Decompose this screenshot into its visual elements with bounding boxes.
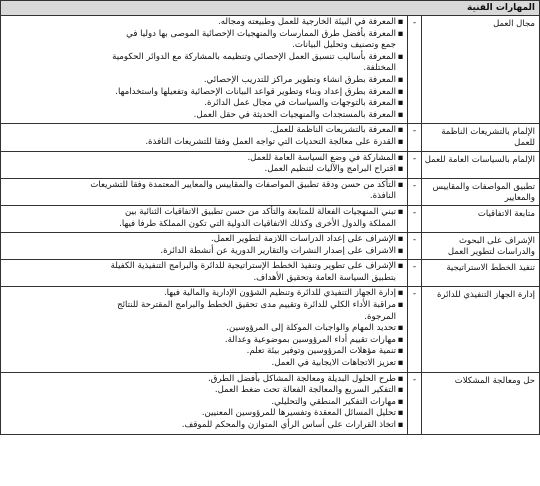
- table-row: [1, 16, 540, 124]
- bullet-icon: ▪: [397, 300, 404, 311]
- list-item-text: المعرفة بأساليب تنسيق العمل الإحصائي وتنظيمه بالمشاركة مع الدوائر الحكومية: [112, 51, 396, 62]
- list-item-text: المعرفة بالمستجدات والمنهجيات الحديثة في حقل العمل.: [193, 109, 396, 120]
- list-item-text: بتطبيق السياسة العامة وتحقيق الأهداف.: [253, 272, 396, 283]
- bullet-icon: ▪: [397, 396, 404, 407]
- list-item-text: المختلفة.: [363, 63, 396, 74]
- list-item: [1, 207, 405, 219]
- list-item: [1, 110, 405, 122]
- list-item: [1, 63, 396, 75]
- table-header-row: [1, 1, 540, 16]
- dash-marker: -: [408, 16, 422, 124]
- list-item: [1, 323, 405, 335]
- list-item-text: المشاركة في وضع السياسة العامة للعمل.: [247, 152, 396, 163]
- dash-marker: -: [408, 151, 422, 178]
- list-item: [1, 125, 405, 137]
- skill-category: الإشراف على البحوث والدراسات لتطوير العمل: [422, 233, 540, 260]
- list-item-text: المعرفة بالتوجهات والسياسات في مجال عمل الدائرة.: [204, 98, 396, 109]
- list-item: [1, 385, 405, 397]
- list-item-text: تعزيز الاتجاهات الايجابية في العمل.: [271, 358, 396, 369]
- skill-items: [1, 372, 408, 434]
- list-item-text: المعرفة في البيئة الخارجية للعمل وطبيعته ومجاله.: [218, 17, 396, 27]
- list-item-text: تحليل المسائل المعقدة وتفسيرها للمرؤوسين المعنيين.: [201, 408, 396, 419]
- list-item: [1, 312, 396, 324]
- list-item-text: تحديد المهام والواجبات الموكلة إلى المرؤوسين.: [226, 323, 396, 334]
- table-row: [1, 233, 540, 260]
- list-item: [1, 408, 405, 420]
- table-row: [1, 205, 540, 232]
- list-item: [1, 40, 396, 52]
- bullet-icon: ▪: [397, 346, 404, 357]
- bullet-icon: ▪: [397, 109, 404, 120]
- list-item-text: النافذة.: [369, 191, 396, 202]
- list-item: [1, 234, 405, 246]
- list-item: [1, 358, 405, 370]
- list-item-text: مراقبة الأداء الكلي للدائرة وتقييم مدى تحقيق الخطط والبرامج المقترحة للنتائج: [117, 300, 396, 311]
- list-item-text: إدارة الجهاز التنفيذي للدائرة وتنظيم الشؤون الإدارية والمالية فيها.: [163, 288, 396, 299]
- list-item: [1, 29, 405, 41]
- bullet-icon: ▪: [397, 51, 404, 62]
- list-item: [1, 288, 405, 300]
- list-item: [1, 98, 405, 110]
- list-item-text: المعرفة بطرق إعداد وبناء وتطوير قواعد البيانات الإحصائية وتفعيلها واستخدامها.: [115, 86, 396, 97]
- list-item: [1, 164, 405, 176]
- skills-table-body: [1, 1, 540, 435]
- dash-marker: -: [408, 233, 422, 260]
- table-row: [1, 178, 540, 205]
- skill-category: مجال العمل: [422, 16, 540, 124]
- list-item: [1, 374, 405, 386]
- list-item-text: جمع وتصنيف وتحليل البيانات.: [292, 40, 396, 51]
- list-item: [1, 219, 396, 231]
- list-item-text: مهارات تقييم أداء المرؤوسين بموضوعية وعدالة.: [224, 334, 396, 345]
- bullet-icon: ▪: [397, 164, 404, 175]
- bullet-icon: ▪: [397, 74, 404, 85]
- list-item-text: طرح الحلول البديلة ومعالجة المشاكل بأفضل الطرق.: [208, 373, 396, 384]
- list-item: [1, 273, 396, 285]
- bullet-icon: ▪: [397, 245, 404, 256]
- list-item-text: القدرة على معالجة التحديات التي تواجه العمل وفقا للتشريعات النافذة.: [145, 136, 396, 147]
- skill-items: [1, 151, 408, 178]
- skill-category: حل ومعالجة المشكلات: [422, 372, 540, 434]
- list-item: [1, 180, 405, 192]
- table-row: [1, 260, 540, 287]
- list-item: [1, 137, 405, 149]
- list-item-text: المعرفة بأفضل طرق الممارسات والمنهجيات الإحصائية الموصى بها دوليا في: [126, 28, 396, 39]
- bullet-icon: ▪: [397, 408, 404, 419]
- bullet-icon: ▪: [397, 385, 404, 396]
- list-item: [1, 75, 405, 87]
- bullet-icon: ▪: [397, 125, 404, 136]
- list-item-text: المعرفة بطرق انشاء وتطوير مراكز للتدريب الإحصائي.: [203, 74, 396, 85]
- table-row: [1, 287, 540, 372]
- bullet-icon: ▪: [397, 179, 404, 190]
- list-item: [1, 261, 405, 273]
- skill-category: الإلمام بالسياسات العامة للعمل: [422, 151, 540, 178]
- dash-marker: -: [408, 287, 422, 372]
- list-item: [1, 420, 405, 432]
- dash-marker: -: [408, 124, 422, 151]
- skill-category: الإلمام بالتشريعات الناظمة للعمل: [422, 124, 540, 151]
- bullet-icon: ▪: [397, 323, 404, 334]
- bullet-icon: ▪: [397, 136, 404, 147]
- list-item: [1, 246, 405, 258]
- skill-items: [1, 205, 408, 232]
- list-item-text: اتخاذ القرارات على أساس الرأي المتوازن والمحكم للموقف.: [181, 420, 396, 430]
- dash-marker: -: [408, 205, 422, 232]
- bullet-icon: ▪: [397, 152, 404, 163]
- skill-items: [1, 16, 408, 124]
- list-item-text: مهارات التفكير المنطقي والتحليلي.: [271, 396, 396, 407]
- bullet-icon: ▪: [397, 17, 404, 27]
- table-header: المهارات الفنية: [1, 1, 540, 16]
- list-item-text: تنمية مؤهلات المرؤوسين وتوفير بيئة تعلم.: [246, 346, 396, 357]
- list-item-text: المملكة والدول الأخرى وكذلك الاتفاقيات الدولية التي تكون المملكة طرفا فيها.: [119, 218, 396, 229]
- list-item-text: الإشراف على إعداد الدراسات اللازمة لتطوير العمل.: [211, 234, 396, 245]
- list-item: [1, 397, 405, 409]
- skill-items: [1, 260, 408, 287]
- dash-marker: -: [408, 260, 422, 287]
- bullet-icon: ▪: [397, 334, 404, 345]
- dash-marker: -: [408, 372, 422, 434]
- skill-category: متابعة الاتفاقيات: [422, 205, 540, 232]
- bullet-icon: ▪: [397, 234, 404, 245]
- list-item: [1, 300, 405, 312]
- list-item: [1, 335, 405, 347]
- list-item-text: المعرفة بالتشريعات الناظمة للعمل.: [269, 125, 396, 136]
- table-row: [1, 372, 540, 434]
- list-item-text: التأكد من حسن ودقة تطبيق المواصفات والمقاييس والمعايير المعتمدة وفقا للتشريعات: [90, 179, 396, 190]
- list-item: [1, 17, 405, 29]
- skill-items: [1, 287, 408, 372]
- list-item-text: تبني المنهجيات الفعالة للمتابعة والتأكد من حسن تطبيق الاتفاقيات الثنائية بين: [125, 206, 396, 217]
- list-item-text: الاشراف على إصدار النشرات والتقارير الدورية عن أنشطة الدائرة.: [160, 245, 396, 256]
- list-item: [1, 346, 405, 358]
- list-item-text: المرجوة.: [364, 311, 396, 322]
- list-item-text: التفكير السريع والمعالجة الفعالة تحت ضغط العمل.: [214, 385, 396, 396]
- skill-category: إدارة الجهاز التنفيذي للدائرة: [422, 287, 540, 372]
- dash-marker: -: [408, 178, 422, 205]
- list-item: [1, 87, 405, 99]
- list-item: [1, 52, 405, 64]
- table-row: [1, 124, 540, 151]
- bullet-icon: ▪: [397, 206, 404, 217]
- skill-category: تطبيق المواصفات والمقاييس والمعايير: [422, 178, 540, 205]
- list-item-text: الإشراف على تطوير وتنفيذ الخطط الإستراتيجية للدائرة والبرامج التنفيذية الكفيلة: [110, 261, 396, 272]
- skill-items: [1, 124, 408, 151]
- bullet-icon: ▪: [397, 288, 404, 299]
- table-row: [1, 151, 540, 178]
- list-item: [1, 191, 396, 203]
- list-item-text: اقتراح البرامج والآليات لتنظيم العمل.: [264, 164, 396, 175]
- bullet-icon: ▪: [397, 261, 404, 272]
- bullet-icon: ▪: [397, 420, 404, 430]
- bullet-icon: ▪: [397, 373, 404, 384]
- bullet-icon: ▪: [397, 86, 404, 97]
- list-item: [1, 153, 405, 165]
- skill-items: [1, 233, 408, 260]
- skill-items: [1, 178, 408, 205]
- bullet-icon: ▪: [397, 98, 404, 109]
- skill-category: تنفيذ الخطط الاستراتيجية: [422, 260, 540, 287]
- bullet-icon: ▪: [397, 28, 404, 39]
- bullet-icon: ▪: [397, 358, 404, 369]
